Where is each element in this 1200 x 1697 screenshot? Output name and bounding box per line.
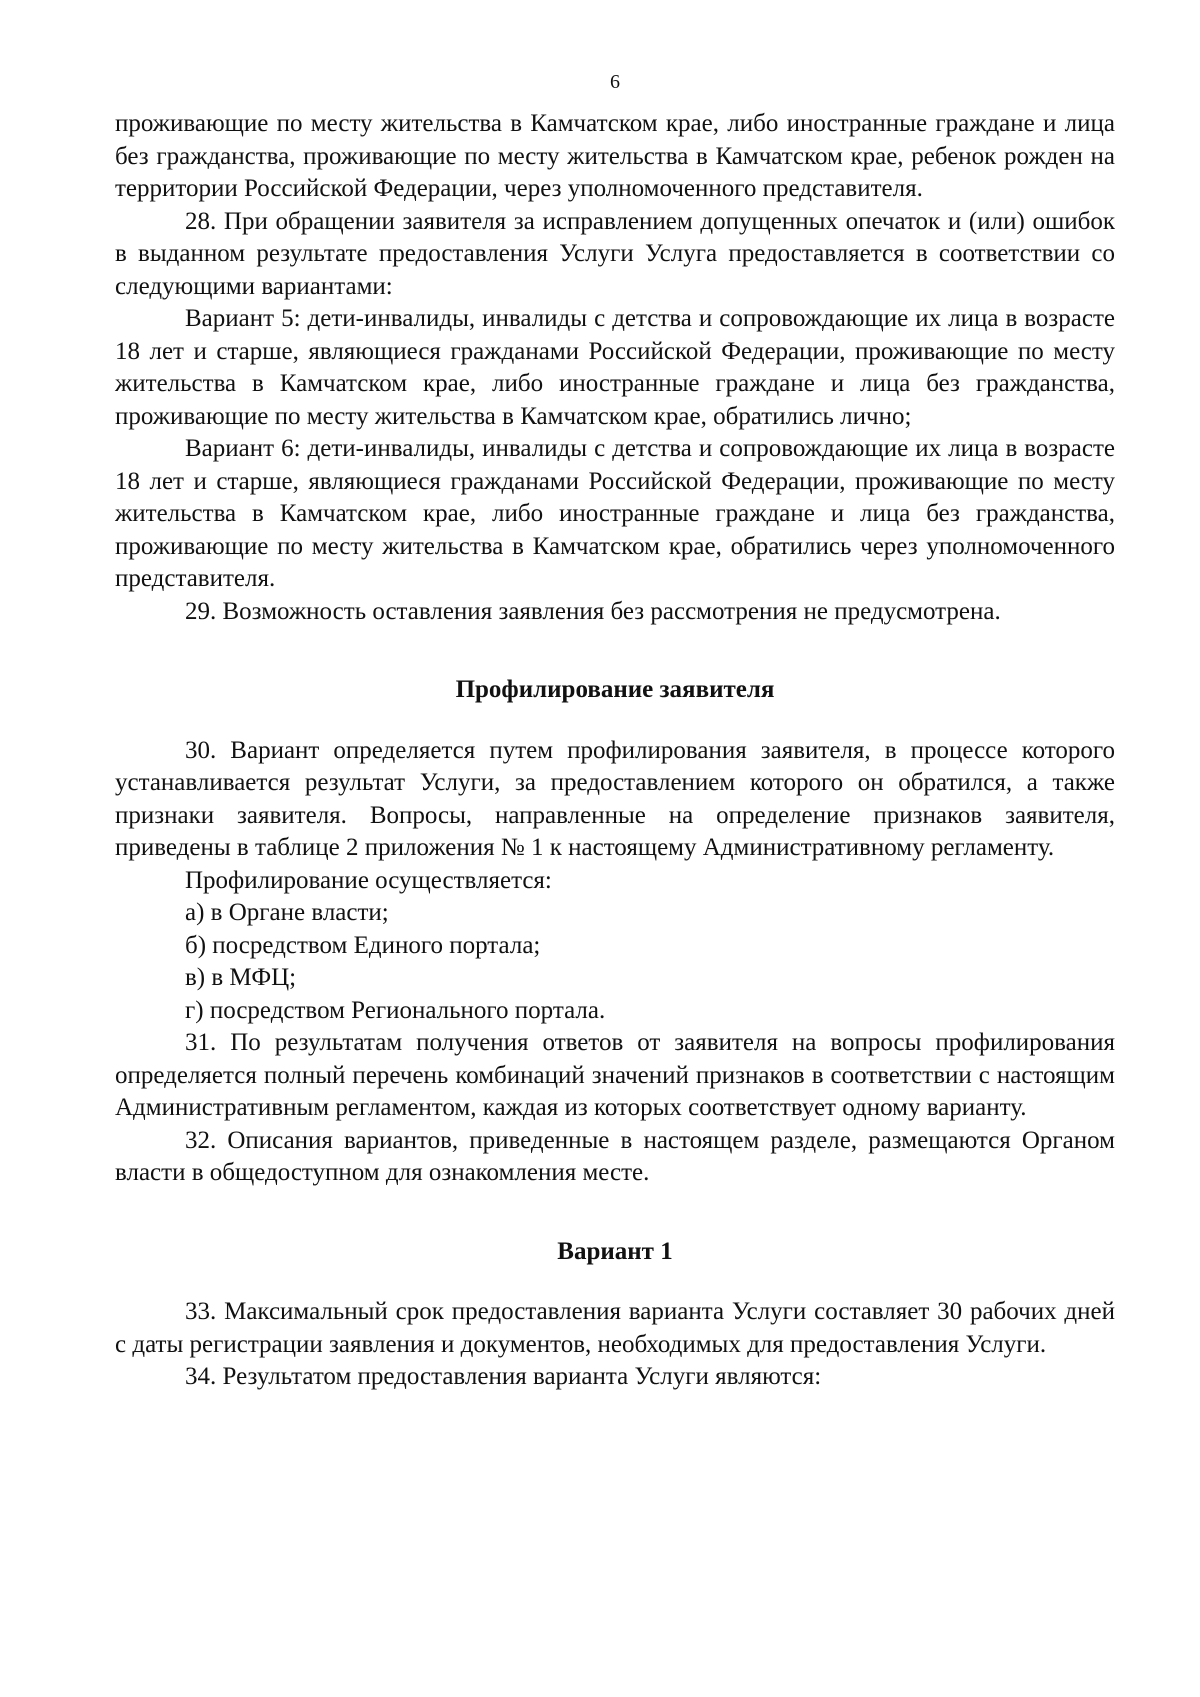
page-number: 6	[610, 71, 620, 93]
paragraph-30: 30. Вариант определяется путем профилирования заявителя, в процессе которого устанавливается результат Услуги, за предоставлением которого он обратился, а также признаки заявителя. Вопросы, направленные на определение признаков заявителя, приведены в таблице 2 приложения № 1 к настоящему Административному регламенту.	[115, 736, 1115, 861]
paragraph-profiling-intro: Профилирование осуществляется:	[185, 866, 552, 894]
list-item-b: б) посредством Единого портала;	[185, 931, 541, 959]
paragraph-34: 34. Результатом предоставления варианта Услуги являются:	[185, 1363, 822, 1390]
section-heading-variant-1: Вариант 1	[557, 1237, 673, 1265]
list-item-a: а) в Органе власти;	[185, 899, 389, 926]
paragraph-31: 31. По результатам получения ответов от заявителя на вопросы профилирования определяется полный перечень комбинаций значений признаков в соответствии с настоящим Административным регламентом, каждая из которых соответствует одному варианту.	[115, 1029, 1115, 1121]
list-item-g: г) посредством Регионального портала.	[185, 996, 606, 1024]
document-page	[115, 70, 1115, 1394]
section-heading-profiling: Профилирование заявителя	[455, 676, 775, 703]
list-item-v: в) в МФЦ;	[185, 964, 297, 991]
paragraph-32: 32. Описания вариантов, приведенные в настоящем разделе, размещаются Органом власти в общедоступном для ознакомления месте.	[115, 1126, 1115, 1186]
paragraph-29: 29. Возможность оставления заявления без рассмотрения не предусмотрена.	[185, 597, 1001, 625]
paragraph-28: 28. При обращении заявителя за исправлением допущенных опечаток и (или) ошибок в выданном результате предоставления Услуги Услуга предоставляется в соответствии со следующими вариантами:	[115, 207, 1115, 300]
paragraph-continuation: проживающие по месту жительства в Камчатском крае, либо иностранные граждане и лица без гражданства, проживающие по месту жительства в Камчатском крае, ребенок рожден на территории Российской Федерации, через уполномоченного представителя.	[115, 110, 1115, 202]
paragraph-33: 33. Максимальный срок предоставления варианта Услуги составляет 30 рабочих дней с даты регистрации заявления и документов, необходимых для предоставления Услуги.	[115, 1298, 1115, 1358]
paragraph-variant-5: Вариант 5: дети-инвалиды, инвалиды с детства и сопровождающие их лица в возрасте 18 лет и старше, являющиеся гражданами Российской Федерации, проживающие по месту жительства в Камчатском крае, либо иностранные граждане и лица без гражданства, проживающие по месту жительства в Камчатском крае, обратились лично;	[115, 305, 1115, 430]
paragraph-variant-6: Вариант 6: дети-инвалиды, инвалиды с детства и сопровождающие их лица в возрасте 18 лет и старше, являющиеся гражданами Российской Федерации, проживающие по месту жительства в Камчатском крае, либо иностранные граждане и лица без гражданства, проживающие по месту жительства в Камчатском крае, обратились через уполномоченного представителя.	[115, 435, 1115, 592]
